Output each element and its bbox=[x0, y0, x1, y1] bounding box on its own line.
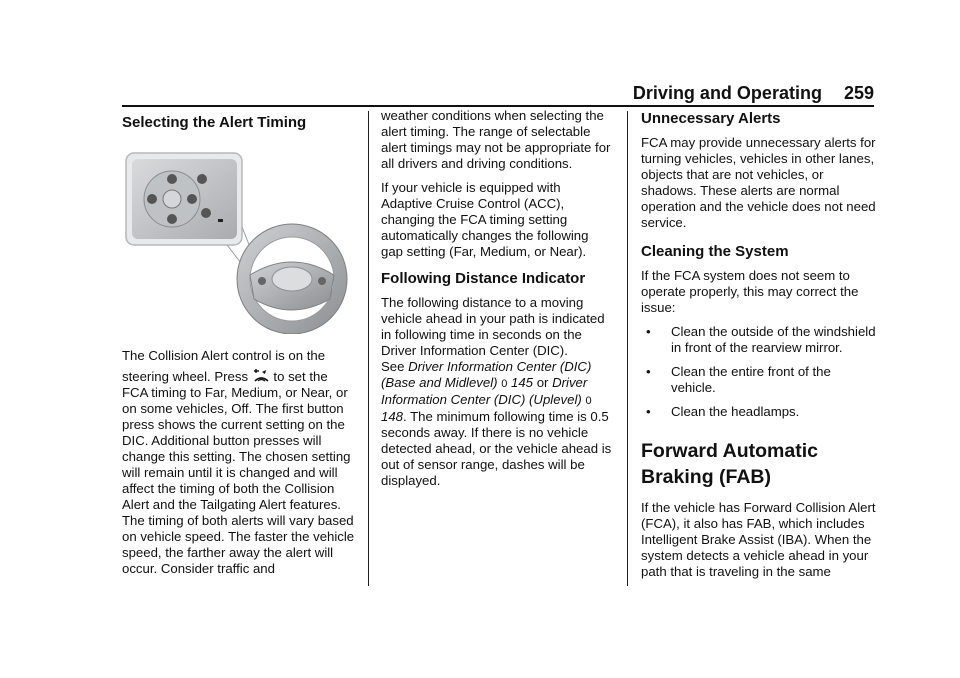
bullet-text: Clean the headlamps. bbox=[671, 404, 800, 419]
paragraph-unnecessary-alerts: FCA may provide unnecessary alerts for turning vehicles, vehicles in other lanes, objects that are not vehicles, or shadows. These alerts are normal operation and the vehicle does not need service. bbox=[641, 135, 876, 230]
heading-cleaning-system: Cleaning the System bbox=[641, 243, 789, 260]
page-ref-arrow-2: 0 bbox=[585, 395, 592, 407]
column-divider-1 bbox=[368, 111, 369, 586]
link-page-145[interactable]: 145 bbox=[511, 375, 534, 390]
bullet-text: Clean the entire front of the vehicle. bbox=[671, 364, 831, 395]
page-number: 259 bbox=[843, 83, 874, 103]
link-dic-base-midlevel[interactable]: Driver Information Center (DIC) (Base and Midlevel) bbox=[381, 359, 592, 390]
column-2 bbox=[381, 108, 613, 489]
paragraph-fca-timing: FCA timing to Far, Medium, or Near, or on some vehicles, Off. The first button press shows the current setting on the DIC. Additional button presses will change this setting. The chosen setting will remain until it is changed and will affect the timing of both the Collision Alert and the Tailgating Alert features. The timing of both alerts will vary based on vehicle speed. The faster the vehicle speed, the farther away the alert will occur. Consider traffic and bbox=[122, 385, 355, 576]
bullet-marker: • bbox=[646, 324, 651, 339]
heading-forward-automatic-braking: Forward Automatic Braking (FAB) bbox=[641, 440, 818, 488]
collision-alert-icon bbox=[252, 368, 270, 383]
text-see: See bbox=[381, 359, 405, 374]
text-press: steering wheel. Press bbox=[122, 369, 249, 384]
text-or: or bbox=[536, 375, 549, 390]
section-title: Driving and Operating bbox=[632, 83, 822, 103]
text-to-set-the: to set the bbox=[273, 369, 328, 384]
link-page-148[interactable]: 148 bbox=[381, 409, 404, 424]
bullet-marker: • bbox=[646, 364, 651, 379]
paragraph-dic-reference bbox=[381, 359, 613, 489]
header-rule bbox=[122, 105, 874, 107]
heading-following-distance: Following Distance Indicator bbox=[381, 270, 586, 287]
page-ref-arrow-1: 0 bbox=[501, 378, 508, 390]
paragraph-cleaning: If the FCA system does not seem to operate properly, this may correct the issue: bbox=[641, 268, 859, 315]
column-1 bbox=[122, 108, 356, 577]
heading-selecting-alert-timing: Selecting the Alert Timing bbox=[122, 114, 307, 131]
paragraph-fab: If the vehicle has Forward Collision Alert (FCA), it also has FAB, which includes Intelligent Brake Assist (IBA). When the system detects a vehicle ahead in your path that is traveling in the same bbox=[641, 500, 876, 579]
column-3 bbox=[641, 108, 877, 588]
link-dic-uplevel[interactable]: Driver Information Center (DIC) (Uplevel) bbox=[381, 375, 588, 407]
bullet-item bbox=[641, 324, 877, 356]
steering-wheel-collision-alert-control-illustration bbox=[122, 149, 356, 334]
paragraph-collision-alert-control-1: The Collision Alert control is on the bbox=[122, 348, 326, 363]
paragraph-weather: weather conditions when selecting the alert timing. The range of selectable alert timings may not be appropriate for all drivers and driving conditions. bbox=[381, 108, 611, 171]
column-divider-2 bbox=[627, 111, 628, 586]
page-header bbox=[122, 82, 874, 104]
bullet-text: Clean the outside of the windshield in front of the rearview mirror. bbox=[671, 324, 876, 355]
heading-unnecessary-alerts: Unnecessary Alerts bbox=[641, 110, 781, 127]
bullet-item bbox=[641, 364, 877, 396]
paragraph-following-distance: The following distance to a moving vehicle ahead in your path is indicated in following time in seconds on the Driver Information Center (DIC). bbox=[381, 295, 605, 358]
text-minimum-following: . The minimum following time is 0.5 seconds away. If there is no vehicle detected ahead, or the vehicle ahead is out of sensor range, dashes will be displayed. bbox=[381, 409, 612, 488]
bullet-marker: • bbox=[646, 404, 651, 419]
paragraph-collision-alert-control-2 bbox=[122, 368, 356, 385]
bullet-item bbox=[641, 404, 877, 420]
paragraph-acc: If your vehicle is equipped with Adaptive Cruise Control (ACC), changing the FCA timing setting automatically changes the following gap setting (Far, Medium, or Near). bbox=[381, 180, 589, 259]
